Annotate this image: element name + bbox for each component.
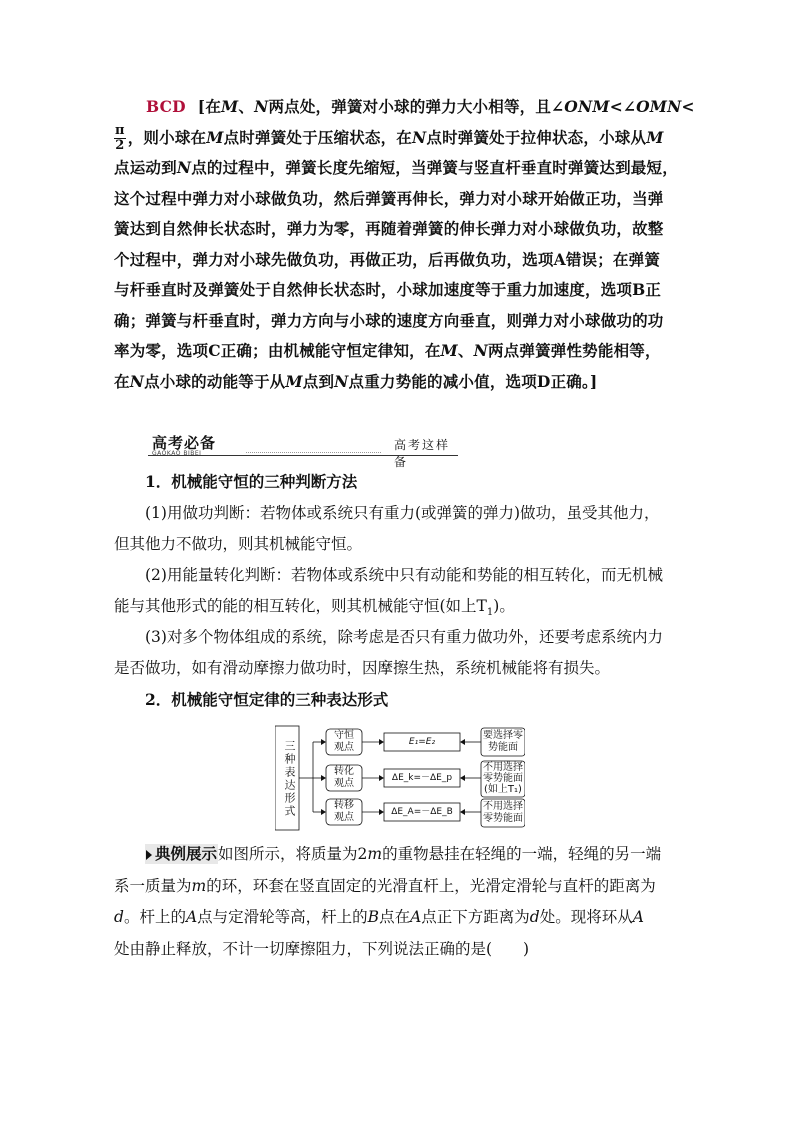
text: )。 <box>493 597 515 615</box>
text: 点运动到 <box>114 158 177 177</box>
text: 、 <box>238 97 255 116</box>
text: 。杆上的 <box>123 908 186 926</box>
text: (如上T₁) <box>484 784 522 795</box>
row-1-note <box>481 730 525 754</box>
text: 点到 <box>302 371 335 391</box>
row-3-formula: ΔE_A=－ΔE_B <box>391 807 453 817</box>
row-2-view <box>326 766 362 790</box>
var-A: A <box>410 908 422 926</box>
section-banner <box>148 432 458 469</box>
text: 点时弹簧处于拉伸状态，小球从 <box>426 127 647 147</box>
diagram-root-label: 三种表达形式 <box>283 740 296 818</box>
text: 点与定滑轮等高，杆上的 <box>197 908 368 926</box>
text: < <box>681 97 695 116</box>
text: 零势能面 <box>483 813 523 824</box>
text: 转化 <box>334 766 354 777</box>
section-1-heading: 1．机械能守恒的三种判断方法 <box>145 472 358 491</box>
text: 零势能面 <box>483 773 523 784</box>
answer-explanation <box>114 92 695 397</box>
var-M: M <box>221 97 239 116</box>
text: 观点 <box>334 778 354 789</box>
row-1-view <box>326 730 362 754</box>
row-2-note <box>481 762 525 795</box>
var-m: m <box>367 845 383 863</box>
var-B: B <box>367 908 380 926</box>
text: 势能面 <box>488 742 518 753</box>
var-A: A <box>632 908 644 926</box>
var-m: m <box>191 876 207 895</box>
answer-line-3 <box>114 153 688 184</box>
item-1-line-1: (1)用做功判断：若物体或系统只有重力(或弹簧的弹力)做功，虽受其他力， <box>145 504 660 522</box>
text: [在 <box>197 97 222 116</box>
item-3-line-2: 是否做功，如有滑动摩擦力做功时，因摩擦生热，系统机械能将有损失。 <box>114 659 611 677</box>
example-tag <box>145 844 218 864</box>
text: 转移 <box>334 800 354 811</box>
text: 点在 <box>379 908 411 926</box>
var-N: N <box>334 371 349 391</box>
row-3-view <box>326 800 362 824</box>
triangle-icon <box>146 850 152 860</box>
var-N: N <box>473 341 488 360</box>
row-3-note <box>481 801 525 825</box>
text: 的重物悬挂在轻绳的一端，轻绳的另一端 <box>382 845 662 863</box>
text: 观点 <box>334 742 354 753</box>
section-1-body <box>114 498 688 684</box>
text: 不用选择 <box>483 801 523 812</box>
var-d: d <box>114 908 124 926</box>
answer-line-4: 这个过程中弹力对小球做负功，然后弹簧再伸长，弹力对小球开始做正功，当弹 <box>114 188 664 208</box>
var-A: A <box>185 908 198 926</box>
text: 处。现将环从 <box>539 908 633 926</box>
fraction-denominator: 2 <box>115 138 125 153</box>
answer-line-10 <box>114 367 688 398</box>
banner-right-label: 高考这样备 <box>394 438 451 469</box>
text: 、 <box>457 341 474 360</box>
row-2-formula: ΔE_k=－ΔE_p <box>391 773 453 783</box>
example-line-3 <box>114 902 688 934</box>
text: 点的过程中，弹簧长度先缩短，当弹簧与竖直杆垂直时弹簧达到最短， <box>191 158 678 177</box>
answer-line-5: 簧达到自然伸长状态时，弹力为零，再随着弹簧的伸长弹力对小球做负功，故整 <box>114 219 664 238</box>
row-1-formula: E₁=E₂ <box>408 737 436 747</box>
var-N: N <box>176 158 192 177</box>
text: 不用选择 <box>483 762 523 773</box>
text: 点小球的动能等于从 <box>144 371 286 391</box>
answer-line-1 <box>114 92 695 123</box>
banner-subtitle: GAOKAO BIBEI <box>152 450 202 457</box>
answer-line-6: 个过程中，弹力对小球先做负功，再做正功，后再做负功，选项A错误；在弹簧 <box>114 249 661 269</box>
answer-line-9 <box>114 336 688 367</box>
var-d: d <box>529 908 540 926</box>
text: 在 <box>114 371 130 391</box>
var-N: N <box>129 371 145 391</box>
text: 点重力势能的减小值，选项D正确。] <box>348 371 598 391</box>
example-line-2 <box>114 871 688 903</box>
example-problem <box>114 839 688 965</box>
banner-dotted-rule <box>246 452 381 453</box>
text: 守恒 <box>334 730 354 741</box>
var-M: M <box>206 127 224 147</box>
answer-line-7: 与杆垂直时及弹簧处于自然伸长状态时，小球加速度等于重力加速度，选项B正 <box>114 280 662 299</box>
text: 系一质量为 <box>114 876 192 895</box>
banner-underline <box>148 455 458 456</box>
item-2-line-1: (2)用能量转化判断：若物体或系统中只有动能和势能的相互转化，而无机械 <box>145 566 663 584</box>
text: ，则小球在 <box>127 127 207 147</box>
example-line-1 <box>114 839 688 871</box>
var-N: N <box>412 127 427 147</box>
var-M: M <box>285 371 303 391</box>
text: 率为零，选项C正确；由机械能守恒定律知，在 <box>114 341 441 360</box>
fraction-pi-over-2 <box>114 124 126 153</box>
section-2-heading: 2．机械能守恒定律的三种表达形式 <box>145 690 389 709</box>
item-3-line-1: (3)对多个物体组成的系统，除考虑是否只有重力做功外，还要考虑系统内力 <box>145 628 663 646</box>
answer-line-2 <box>114 123 688 154</box>
text: 要选择零 <box>483 730 523 741</box>
tag-label: 典例展示 <box>155 844 218 863</box>
energy-forms-diagram <box>275 724 525 834</box>
text: 能与其他形式的能的相互转化，则其机械能守恒(如上T <box>114 597 487 615</box>
example-line-4: 处由静止释放，不计一切摩擦阻力，下列说法正确的是( ) <box>114 939 530 958</box>
fraction-numerator: π <box>115 123 125 138</box>
text: 两点处，弹簧对小球的弹力大小相等，且∠ <box>268 97 565 116</box>
angle-ONM: ONM <box>564 97 610 116</box>
answer-key: BCD <box>146 97 186 116</box>
text: <∠ <box>609 97 637 116</box>
text: 点时弹簧处于压缩状态，在 <box>223 127 412 147</box>
banner-title: 高考必备 <box>152 434 217 452</box>
angle-OMN: OMN <box>636 97 682 116</box>
text: 如图所示，将质量为2 <box>218 845 368 863</box>
text: 观点 <box>334 812 354 823</box>
answer-line-8: 确；弹簧与杆垂直时，弹力方向与小球的速度方向垂直，则弹力对小球做功的功 <box>114 310 664 330</box>
item-1-line-2: 但其他力不做功，则其机械能守恒。 <box>114 535 363 553</box>
text: 两点弹簧弹性势能相等， <box>487 341 661 360</box>
text: 点正下方距离为 <box>421 908 530 926</box>
var-M: M <box>646 127 664 147</box>
var-N: N <box>254 97 269 116</box>
var-M: M <box>440 341 458 360</box>
text: 的环，环套在竖直固定的光滑直杆上，光滑定滑轮与直杆的距离为 <box>206 876 656 895</box>
item-2-line-2 <box>114 591 688 622</box>
subscript: 1 <box>486 607 494 619</box>
